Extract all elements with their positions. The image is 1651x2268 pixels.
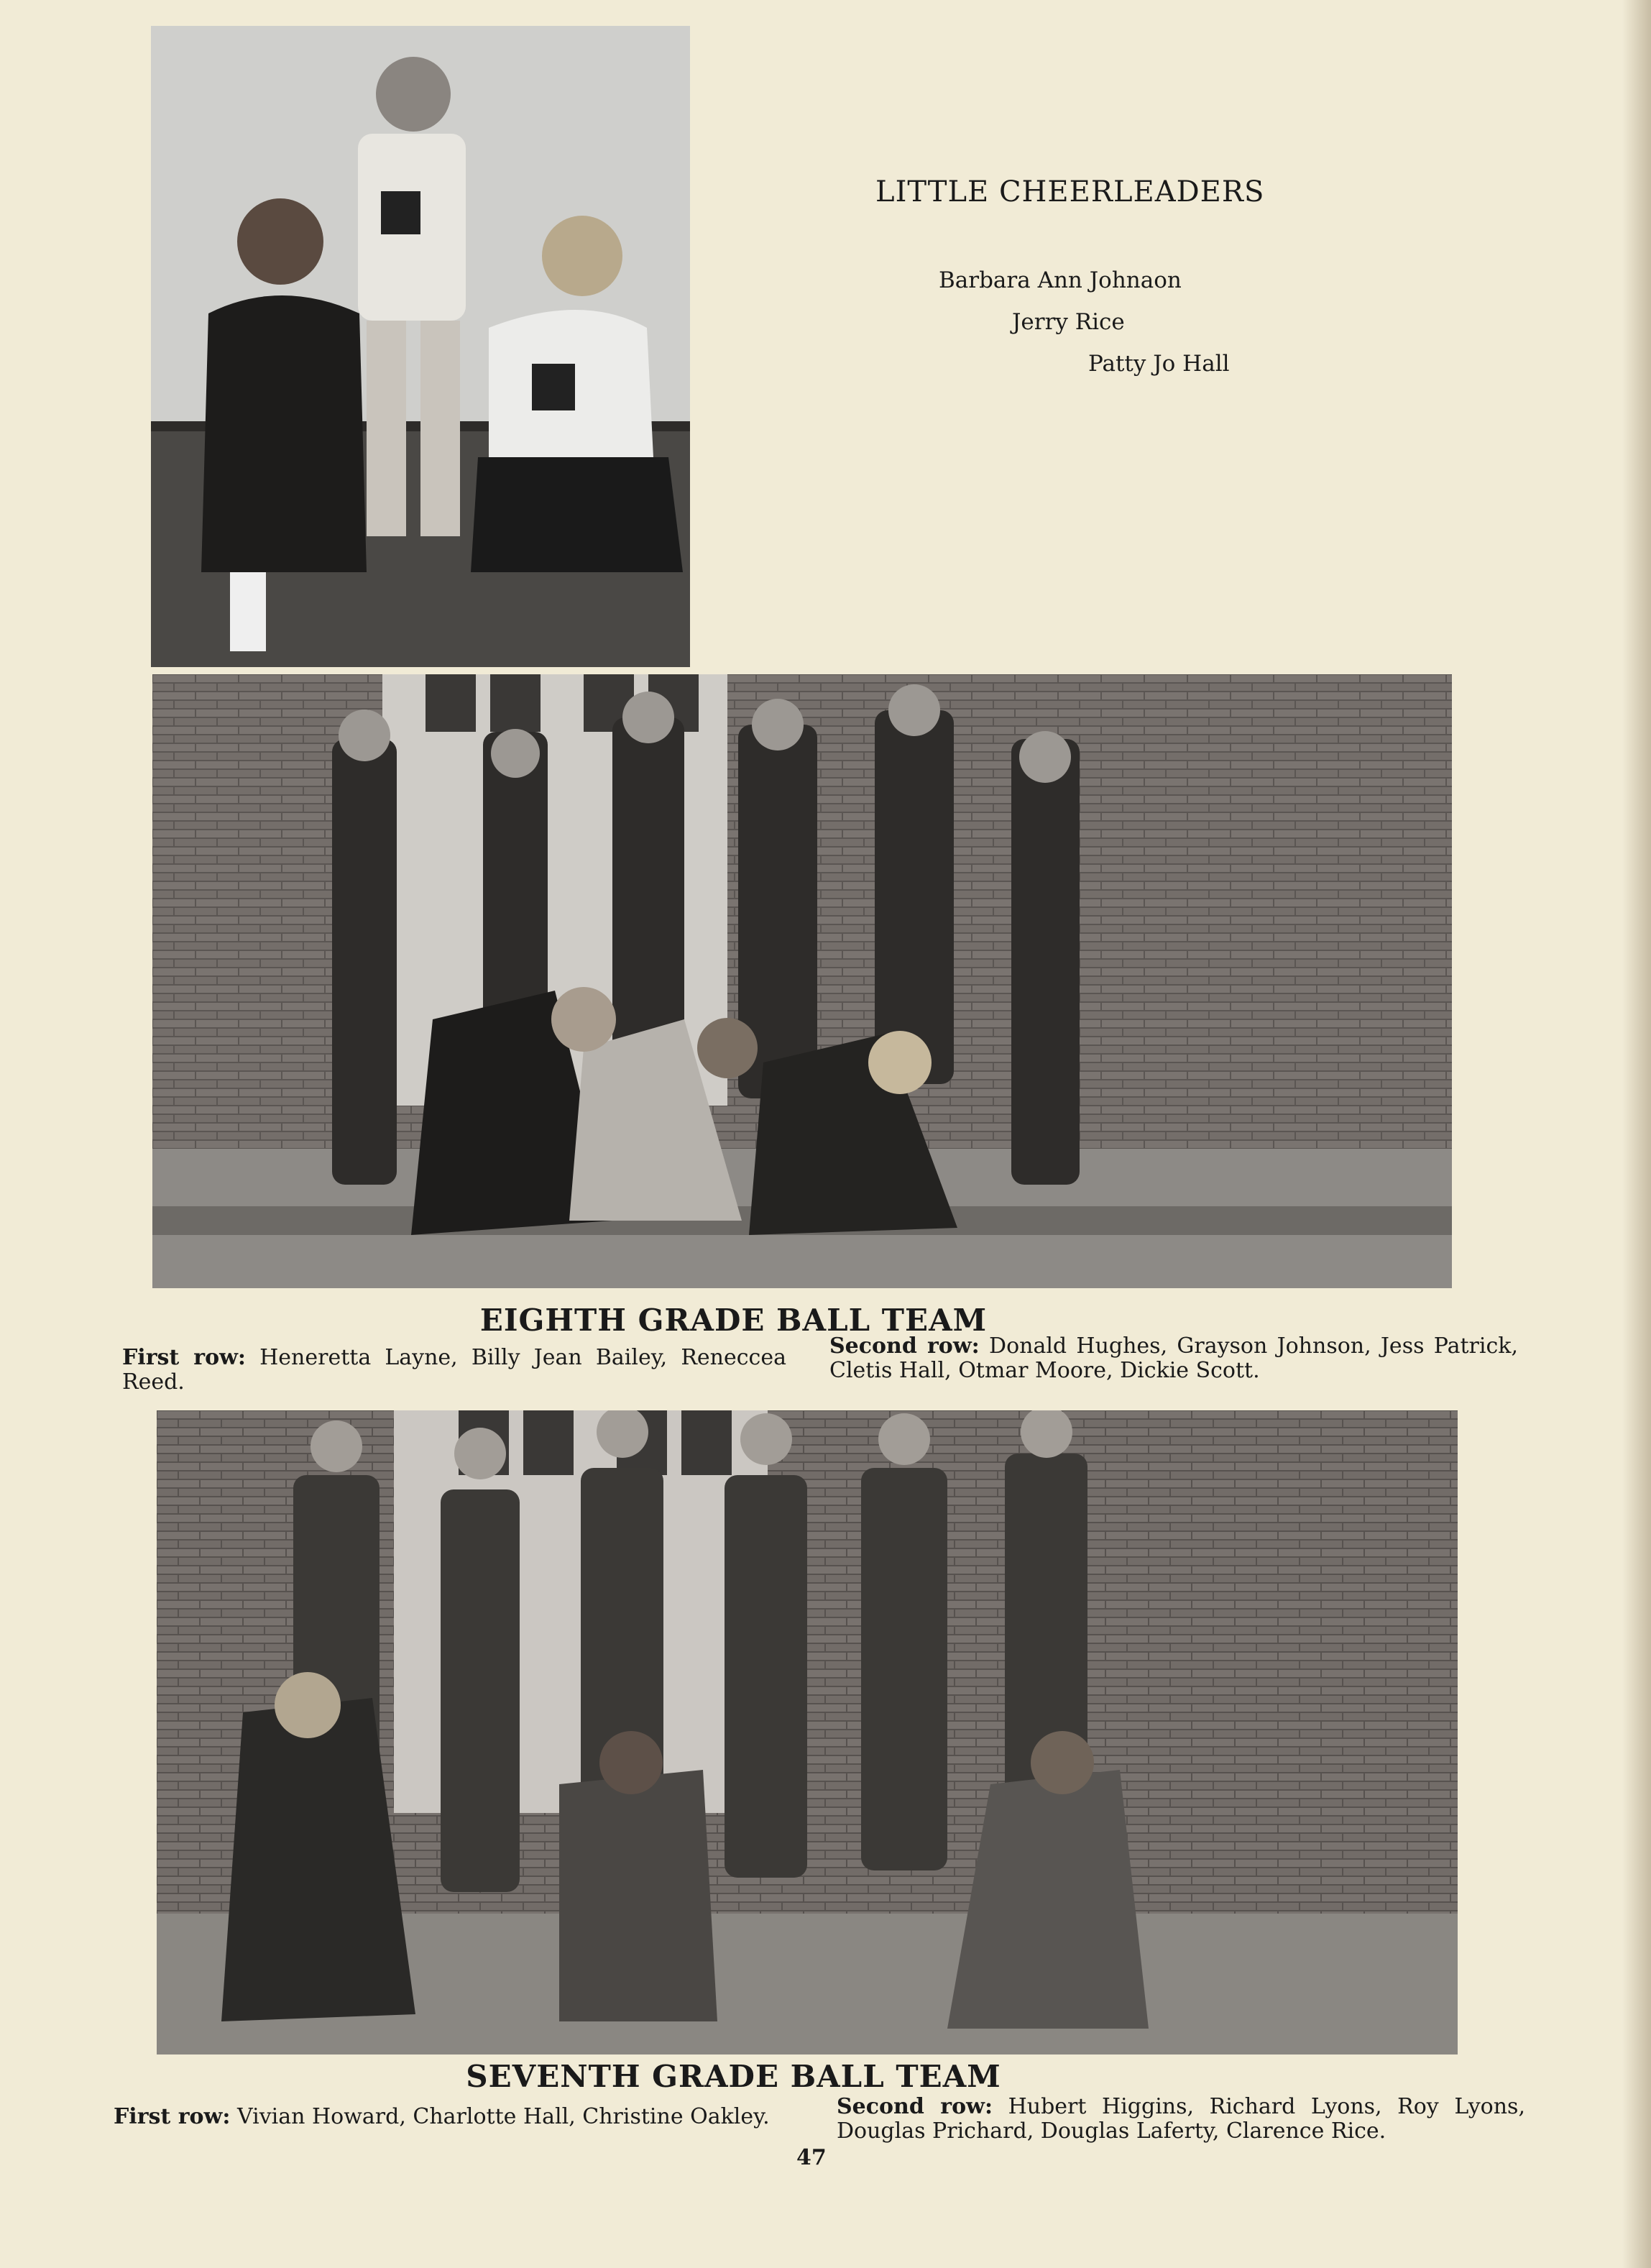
cheerleaders-photo bbox=[151, 26, 690, 667]
cheerleader-name: Patty Jo Hall bbox=[1088, 351, 1230, 377]
page-number: 47 bbox=[796, 2145, 827, 2170]
eighth-grade-first-row bbox=[122, 1346, 786, 1395]
cheerleader-name: Barbara Ann Johnaon bbox=[939, 267, 1182, 293]
seventh-grade-second-row bbox=[837, 2095, 1525, 2144]
cheerleaders-title: LITTLE CHEERLEADERS bbox=[875, 175, 1265, 208]
second-row-label: Second row: bbox=[837, 2094, 993, 2119]
seventh-grade-first-row bbox=[114, 2105, 799, 2129]
page-edge-shadow bbox=[1622, 0, 1651, 2268]
cheerleader-name: Jerry Rice bbox=[1012, 309, 1125, 335]
eighth-grade-title: EIGHTH GRADE BALL TEAM bbox=[479, 1303, 988, 1338]
first-row-label: First row: bbox=[122, 1345, 246, 1370]
eighth-grade-second-row bbox=[829, 1334, 1518, 1383]
second-row-names: Hubert Higgins, Richard Lyons, Roy Lyons, Douglas Prichard, Douglas Laferty, Clarence Rice. bbox=[837, 2094, 1525, 2144]
first-row-label: First row: bbox=[114, 2104, 231, 2129]
seventh-grade-team-photo bbox=[157, 1410, 1458, 2054]
first-row-names: Heneretta Layne, Billy Jean Bailey, Reneccea Reed. bbox=[122, 1345, 786, 1395]
seventh-grade-title: SEVENTH GRADE BALL TEAM bbox=[466, 2059, 1001, 2094]
second-row-names: Donald Hughes, Grayson Johnson, Jess Patrick, Cletis Hall, Otmar Moore, Dickie Scott. bbox=[829, 1333, 1518, 1383]
second-row-label: Second row: bbox=[829, 1333, 980, 1359]
eighth-grade-team-photo bbox=[152, 674, 1452, 1288]
first-row-names: Vivian Howard, Charlotte Hall, Christine Oakley. bbox=[236, 2104, 770, 2129]
